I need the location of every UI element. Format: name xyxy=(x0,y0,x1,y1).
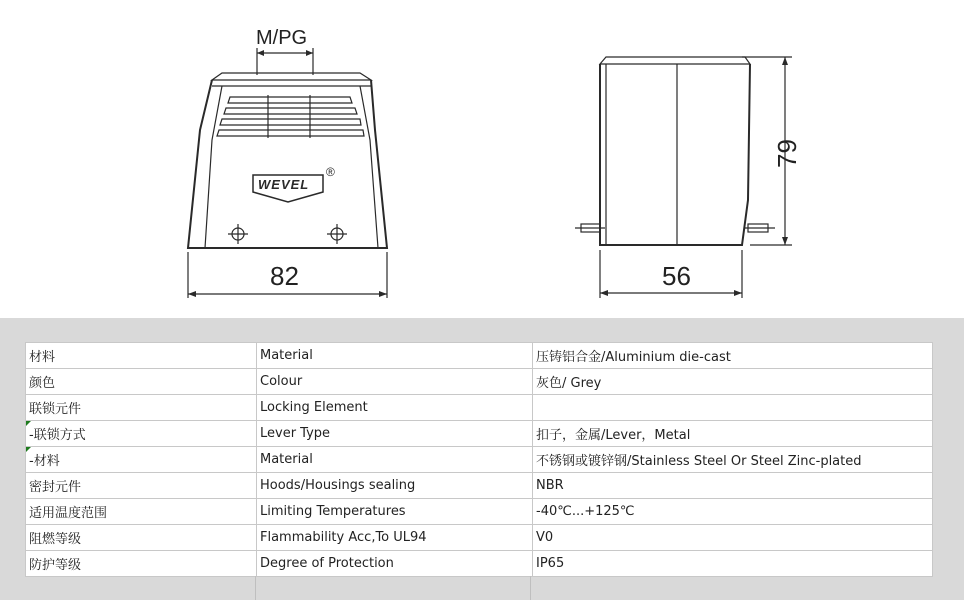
row-label-zh: 联锁元件 xyxy=(26,395,257,421)
row-label-en: Locking Element xyxy=(257,395,533,421)
row-value: 压铸铝合金/Aluminium die-cast xyxy=(533,343,933,369)
table-row xyxy=(26,473,933,499)
row-value: 不锈钢或镀锌钢/Stainless Steel Or Steel Zinc-plated xyxy=(533,447,933,473)
row-label-zh: 阻燃等级 xyxy=(26,525,257,551)
row-value: IP65 xyxy=(533,551,933,577)
width-dimension-label: 82 xyxy=(270,261,299,291)
registered-mark: ® xyxy=(326,165,335,179)
table-row xyxy=(26,551,933,577)
row-value: NBR xyxy=(533,473,933,499)
row-label-zh: 材料 xyxy=(26,343,257,369)
logo-text: WEVEL xyxy=(258,177,310,192)
row-value: -40℃...+125℃ xyxy=(533,499,933,525)
table-row xyxy=(26,395,933,421)
row-value xyxy=(533,395,933,421)
table-row xyxy=(26,447,933,473)
table-row xyxy=(26,421,933,447)
row-label-en: Material xyxy=(257,447,533,473)
column-divider xyxy=(255,576,256,600)
mpg-label: M/PG xyxy=(256,27,308,49)
table-row xyxy=(26,343,933,369)
row-label-en: Limiting Temperatures xyxy=(257,499,533,525)
row-label-en: Degree of Protection xyxy=(257,551,533,577)
row-label-en: Hoods/Housings sealing xyxy=(257,473,533,499)
row-label-zh: 密封元件 xyxy=(26,473,257,499)
table-tail xyxy=(25,576,933,600)
row-label-en: Flammability Acc,To UL94 xyxy=(257,525,533,551)
row-label-zh: -联锁方式 xyxy=(26,421,257,447)
row-label-zh: -材料 xyxy=(26,447,257,473)
table-row xyxy=(26,525,933,551)
row-label-en: Material xyxy=(257,343,533,369)
row-label-zh: 防护等级 xyxy=(26,551,257,577)
column-divider xyxy=(530,576,531,600)
row-value: V0 xyxy=(533,525,933,551)
height-dimension-label: 79 xyxy=(772,139,802,168)
table-row xyxy=(26,369,933,395)
table-row xyxy=(26,499,933,525)
row-label-en: Lever Type xyxy=(257,421,533,447)
row-label-en: Colour xyxy=(257,369,533,395)
row-label-zh: 适用温度范围 xyxy=(26,499,257,525)
spec-table xyxy=(25,342,933,577)
depth-dimension-label: 56 xyxy=(662,261,691,291)
row-value: 灰色/ Grey xyxy=(533,369,933,395)
row-value: 扣子，金属/Lever，Metal xyxy=(533,421,933,447)
spec-panel xyxy=(0,318,964,600)
row-label-zh: 颜色 xyxy=(26,369,257,395)
